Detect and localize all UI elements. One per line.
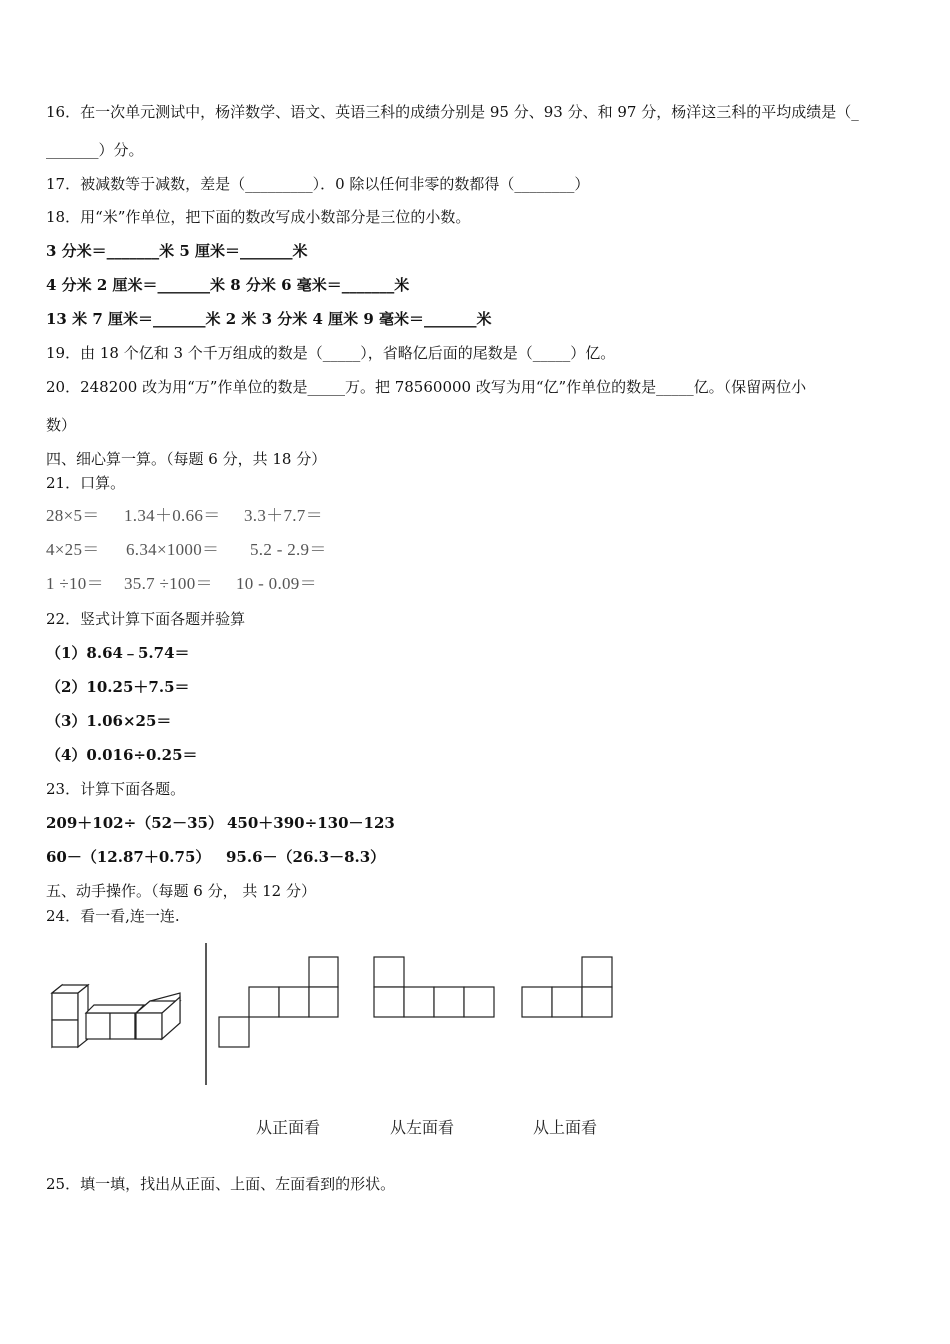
caption-top-view: 从上面看 bbox=[533, 1118, 598, 1137]
q21-expr: 1 ÷10＝ bbox=[46, 574, 104, 593]
q23-expr: 450＋390÷130－123 bbox=[227, 814, 395, 832]
q22-item: （4）0.016÷0.25＝ bbox=[46, 746, 198, 764]
q23-title: 23．计算下面各题。 bbox=[46, 780, 186, 798]
cube-stack-drawing bbox=[52, 985, 180, 1047]
q21-expr: 4×25＝ bbox=[46, 540, 100, 559]
q21-row1 bbox=[46, 506, 323, 526]
q21-expr: 6.34×1000＝ bbox=[126, 540, 220, 559]
q21-expr: 35.7 ÷100＝ bbox=[124, 574, 213, 593]
q18-row2: 4 分米 2 厘米＝_______米 8 分米 6 毫米＝_______米 bbox=[46, 276, 410, 294]
q16-line2: _______）分。 bbox=[46, 141, 144, 159]
q24-figure bbox=[40, 935, 640, 1095]
caption-left-view: 从左面看 bbox=[390, 1118, 455, 1137]
q21-expr: 28×5＝ bbox=[46, 506, 100, 525]
q21-expr: 3.3＋7.7＝ bbox=[244, 506, 323, 525]
q21-expr: 5.2 - 2.9＝ bbox=[250, 540, 327, 559]
q21-expr: 1.34＋0.66＝ bbox=[124, 506, 221, 525]
q23-expr: 60－（12.87＋0.75） bbox=[46, 848, 211, 866]
q17: 17．被减数等于减数，差是（_________）．0 除以任何非零的数都得（________） bbox=[46, 175, 590, 193]
q21-expr: 10 - 0.09＝ bbox=[236, 574, 317, 593]
q22-item: （1）8.64﹣5.74＝ bbox=[46, 644, 190, 662]
q19: 19．由 18 个亿和 3 个千万组成的数是（_____），省略亿后面的尾数是（_____）亿。 bbox=[46, 344, 616, 362]
q18-row1: 3 分米＝_______米 5 厘米＝_______米 bbox=[46, 242, 308, 260]
q21-row3 bbox=[46, 574, 317, 594]
q24-title: 24．看一看,连一连. bbox=[46, 907, 180, 925]
q22-title: 22．竖式计算下面各题并验算 bbox=[46, 610, 246, 628]
view-shape-top bbox=[522, 957, 612, 1017]
q21-row2 bbox=[46, 540, 327, 560]
q23-row1 bbox=[46, 813, 395, 833]
q18-title: 18．用“米”作单位，把下面的数改写成小数部分是三位的小数。 bbox=[46, 208, 471, 226]
q20-line1: 20．248200 改为用“万”作单位的数是_____万。把 78560000 改写为用“亿”作单位的数是_____亿。（保留两位小 bbox=[46, 378, 807, 396]
section5-heading: 五、动手操作。（每题 6 分， 共 12 分） bbox=[46, 882, 316, 900]
q18-row3: 13 米 7 厘米＝_______米 2 米 3 分米 4 厘米 9 毫米＝_______米 bbox=[46, 310, 492, 328]
q23-expr: 209＋102÷（52－35） bbox=[46, 814, 223, 832]
q22-item: （3）1.06×25＝ bbox=[46, 712, 172, 730]
section4-heading: 四、细心算一算。（每题 6 分，共 18 分） bbox=[46, 450, 327, 468]
q23-expr: 95.6－（26.3－8.3） bbox=[226, 848, 386, 866]
q21-title: 21．口算。 bbox=[46, 474, 126, 492]
q20-line2: 数） bbox=[46, 416, 77, 434]
q22-item: （2）10.25＋7.5＝ bbox=[46, 678, 190, 696]
view-shape-front bbox=[219, 957, 338, 1047]
q16-line1: 16．在一次单元测试中，杨洋数学、语文、英语三科的成绩分别是 95 分、93 分、和 97 分，杨洋这三科的平均成绩是（_ bbox=[46, 103, 859, 121]
view-shape-left bbox=[374, 957, 494, 1017]
q25: 25．填一填，找出从正面、上面、左面看到的形状。 bbox=[46, 1175, 396, 1193]
q23-row2 bbox=[46, 847, 385, 867]
caption-front-view: 从正面看 bbox=[256, 1118, 321, 1137]
